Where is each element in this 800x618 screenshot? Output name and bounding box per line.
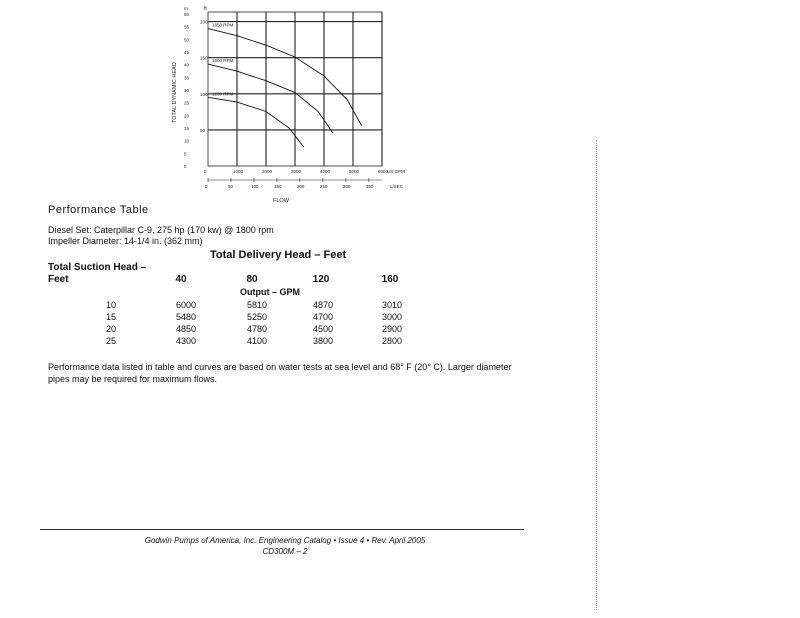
y-ft-tick-label: 50 (200, 127, 206, 133)
performance-note: Performance data listed in table and curves are based on water tests at sea level and 68° F (20° C). Larger diameter pipes may be required for maximum flows. (48, 362, 512, 384)
x-gpm-tick-label: 0 (204, 169, 207, 174)
pump-curve-svg (160, 0, 420, 205)
curve-line (208, 29, 362, 126)
curve-line (208, 97, 304, 147)
x-lsec-tick-label: 0 (205, 184, 208, 189)
table-cell: 3000 (381, 312, 403, 322)
y-m-tick-label: 35 (184, 75, 190, 81)
x-lsec-tick-label: 150 (273, 184, 282, 189)
column-header: 120 (312, 274, 330, 285)
delivery-head-title: Total Delivery Head – Feet (210, 249, 347, 261)
table-cell: 4300 (175, 336, 197, 346)
x-gpm-tick-label: 6000 (378, 169, 389, 174)
x-lsec-tick-label: 350 (365, 184, 374, 189)
column-header: 80 (246, 274, 258, 285)
table-cell: 4100 (246, 336, 268, 346)
curve-line (208, 64, 333, 133)
output-gpm-label: Output – GPM (240, 287, 300, 297)
suction-value: 15 (105, 312, 116, 322)
table-cell: 3800 (312, 336, 334, 346)
table-cell: 3010 (381, 300, 403, 310)
x-gpm-tick-label: 1000 (233, 169, 244, 174)
table-cell: 5480 (175, 312, 197, 322)
suction-value: 25 (105, 336, 116, 346)
table-cell: 4870 (312, 300, 334, 310)
table-cell: 4700 (312, 312, 334, 322)
x-gpm-tick-label: 4000 (320, 169, 331, 174)
column-header: 40 (175, 274, 187, 285)
table-cell: 5810 (246, 300, 268, 310)
table-cell: 5250 (246, 312, 268, 322)
x-lsec-tick-label: 250 (319, 184, 328, 189)
x-lsec-tick-label: 50 (227, 184, 233, 189)
footer-catalog-line: Godwin Pumps of America, Inc. Engineering Catalog • Issue 4 • Rev. April 2005 (144, 536, 426, 545)
x-gpm-tick-label: 2000 (262, 169, 273, 174)
y-m-tick-label: 0 (184, 164, 187, 169)
y-m-tick-label: 50 (184, 37, 190, 43)
table-cell: 2900 (381, 324, 403, 334)
y-m-tick-label: 5 (184, 151, 187, 157)
footer-page-number: CD300M – 2 (262, 547, 308, 556)
y-ft-tick-label: 100 (200, 91, 208, 97)
x-lsec-tick-label: 200 (296, 184, 305, 189)
performance-table-title: Performance Table (48, 204, 149, 216)
x-gpm-unit-label: US GPM (387, 169, 405, 174)
x-gpm-tick-label: 5000 (349, 169, 360, 174)
column-header: 160 (381, 274, 399, 285)
scan-edge-mark (596, 140, 598, 610)
footer-divider (40, 529, 524, 530)
curve-label: 1500 RPM (212, 58, 234, 64)
y-m-tick-label: 15 (184, 126, 190, 131)
y-m-tick-label: 55 (184, 24, 190, 30)
y-ft-unit-label: ft (204, 6, 207, 12)
table-cell: 4500 (312, 324, 334, 334)
y-m-tick-label: 40 (184, 62, 190, 68)
table-cell: 2800 (381, 336, 403, 346)
diesel-set-spec: Diesel Set: Caterpillar C-9, 275 hp (170 kw) @ 1800 rpm (48, 225, 274, 235)
footer (130, 535, 440, 557)
y-m-tick-label: 20 (184, 113, 190, 119)
y-m-unit-label: m (184, 6, 188, 11)
y-m-tick-label: 60 (184, 12, 190, 17)
x-lsec-unit-label: L/SEC (390, 184, 404, 189)
pump-curve-chart (160, 0, 420, 205)
y-m-tick-label: 25 (184, 100, 190, 106)
table-cell: 6000 (175, 300, 197, 310)
y-ft-tick-label: 150 (200, 55, 208, 61)
suction-head-unit: Feet (48, 274, 69, 285)
x-axis-label: FLOW (273, 198, 289, 204)
curve-label: 1200 RPM (212, 91, 234, 97)
x-lsec-tick-label: 100 (250, 184, 259, 189)
suction-value: 10 (105, 300, 116, 310)
suction-head-label: Total Suction Head – (48, 262, 147, 273)
x-gpm-tick-label: 3000 (291, 169, 302, 174)
impeller-diameter-spec: Impeller Diameter: 14-1/4 in. (362 mm) (48, 236, 203, 246)
curve-label: 1850 RPM (212, 22, 234, 28)
suction-value: 20 (105, 324, 116, 334)
y-m-tick-label: 45 (184, 50, 190, 55)
table-cell: 4850 (175, 324, 197, 334)
y-axis-label: TOTAL DYNAMIC HEAD (172, 62, 178, 123)
x-lsec-tick-label: 300 (342, 184, 351, 189)
table-cell: 4780 (246, 324, 268, 334)
y-ft-tick-label: 200 (200, 19, 208, 25)
y-m-tick-label: 10 (184, 138, 190, 144)
y-m-tick-label: 30 (184, 88, 190, 93)
